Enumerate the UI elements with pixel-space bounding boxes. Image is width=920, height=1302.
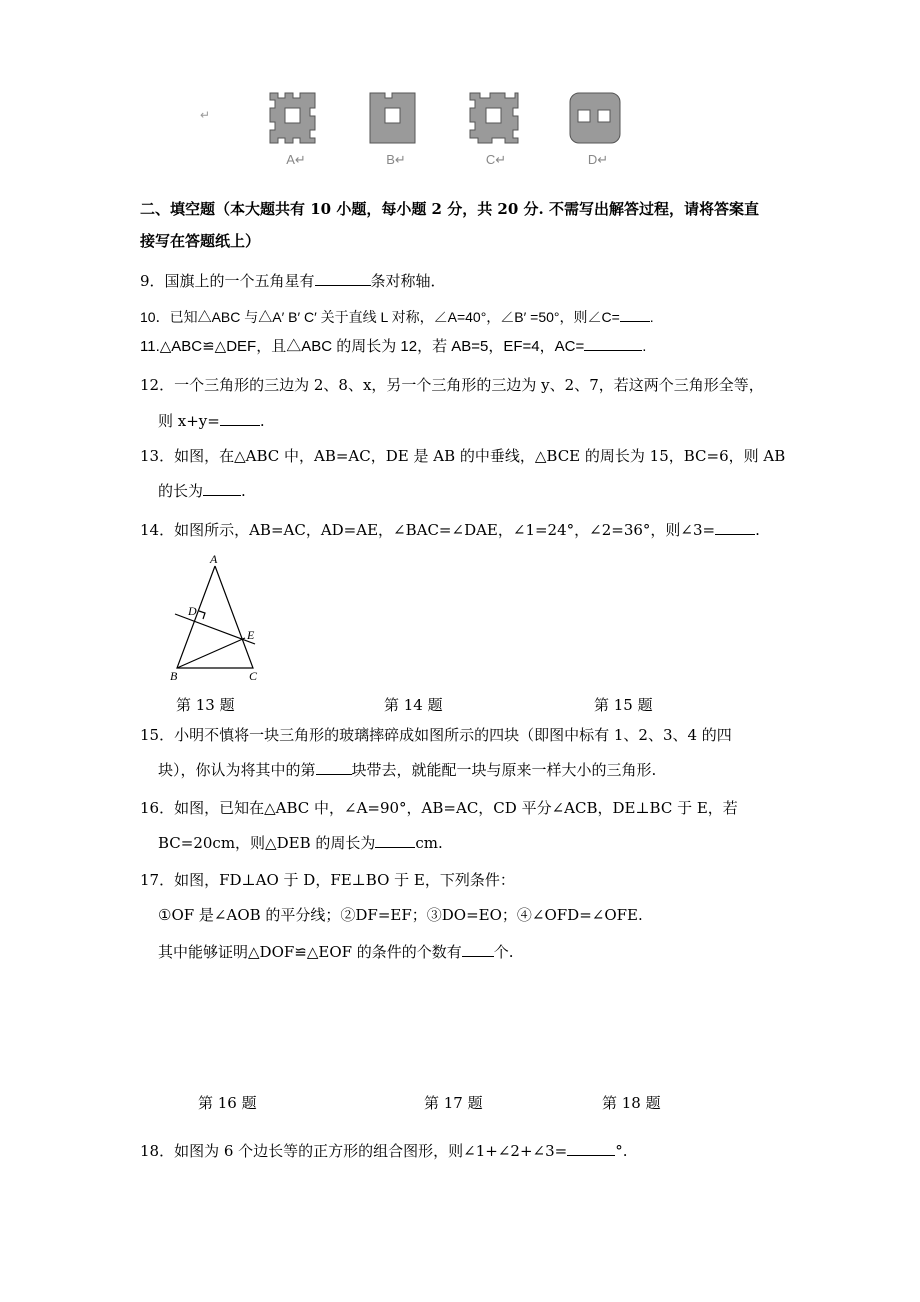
q18-text: 18．如图为 6 个边长等的正方形的组合图形，则∠1+∠2+∠3= <box>140 1142 568 1160</box>
label-c: C <box>249 669 258 682</box>
right-angle-mark <box>199 611 205 619</box>
question-16-line1: 16．如图，已知在△ABC 中，∠A=90°，AB=AC，CD 平分∠ACB，DE⊥BC 于 E，若 <box>140 799 738 817</box>
q14-text: 14．如图所示，AB=AC，AD=AE，∠BAC=∠DAE，∠1=24°，∠2=36°，则∠3= <box>140 521 716 539</box>
label-a: A <box>210 552 218 566</box>
section-header-line1: 二、填空题（本大题共有 10 小题，每小题 2 分，共 20 分. 不需写出解答过程，请将答案直 <box>140 200 759 218</box>
q13-blank[interactable] <box>203 481 241 496</box>
figure-13-triangle <box>165 552 265 682</box>
q14-blank[interactable] <box>715 520 755 535</box>
q10-blank[interactable] <box>620 307 650 322</box>
option-label-b: B↵ <box>386 152 406 167</box>
q12-text: 则 x+y= <box>158 412 220 430</box>
q17-blank[interactable] <box>462 942 494 957</box>
question-18 <box>140 1141 628 1161</box>
q9-text-end: 条对称轴． <box>370 272 446 290</box>
option-d-shape <box>570 93 620 143</box>
q14-text-end: . <box>755 521 760 539</box>
caption-fig-16: 第 16 题 <box>198 1094 257 1112</box>
segment-be <box>177 638 245 668</box>
question-12-line1: 12．一个三角形的三边为 2、8、x，另一个三角形的三边为 y、2、7，若这两个三角形全等， <box>140 376 764 394</box>
option-label-c: C↵ <box>485 152 507 167</box>
option-a-shape <box>270 93 315 143</box>
q16-text: BC=20cm，则△DEB 的周长为 <box>158 834 376 852</box>
q13-text: 的长为 <box>158 482 204 500</box>
q9-blank[interactable] <box>315 271 371 286</box>
question-17-line3 <box>158 942 514 962</box>
question-17-line2: ①OF 是∠AOB 的平分线；②DF=EF；③DO=EO；④∠OFD=∠OFE. <box>158 906 643 924</box>
q11-blank[interactable] <box>584 336 642 351</box>
caption-fig-18: 第 18 题 <box>602 1094 661 1112</box>
q15-text: 块），你认为将其中的第 <box>158 761 316 779</box>
q16-blank[interactable] <box>375 833 415 848</box>
caption-fig-14: 第 14 题 <box>384 696 443 714</box>
question-15-line2 <box>158 760 656 780</box>
option-shapes <box>260 88 640 148</box>
caption-fig-17: 第 17 题 <box>424 1094 483 1112</box>
q18-text-end: °. <box>615 1142 628 1160</box>
option-label-a: A↵ <box>286 152 306 167</box>
option-b-shape <box>370 93 415 143</box>
q13-text-end: . <box>241 482 246 500</box>
q10-text: 10．已知△ABC 与△A′ B′ C′ 关于直线 L 对称，∠A=40°，∠B′ =50°，则∠C= <box>140 309 620 325</box>
question-13-line1: 13．如图，在△ABC 中，AB=AC，DE 是 AB 的中垂线，△BCE 的周长为 15，BC=6，则 AB <box>140 447 786 465</box>
question-16-line2 <box>158 833 443 853</box>
q10-text-end: . <box>649 309 654 325</box>
caption-fig-13: 第 13 题 <box>176 696 235 714</box>
question-13-line2 <box>158 481 246 501</box>
section-header-line2: 接写在答题纸上） <box>140 232 261 250</box>
q11-text-end: . <box>642 338 647 355</box>
question-10 <box>140 307 654 327</box>
option-label-d: D↵ <box>587 152 609 167</box>
q12-text-end: . <box>259 412 265 430</box>
q16-text-end: cm. <box>415 834 443 852</box>
return-mark: ↵ <box>200 108 211 122</box>
q12-blank[interactable] <box>220 411 260 426</box>
question-11 <box>140 336 646 357</box>
q15-text-end: 块带去，就能配一块与原来一样大小的三角形. <box>351 761 657 779</box>
q17-text: 其中能够证明△DOF≌△EOF 的条件的个数有 <box>158 943 462 961</box>
label-e: E <box>247 628 255 642</box>
label-d: D <box>188 604 197 618</box>
question-12-line2 <box>158 411 265 431</box>
question-9 <box>140 271 446 291</box>
question-17-line1: 17．如图，FD⊥AO 于 D，FE⊥BO 于 E，下列条件： <box>140 871 515 889</box>
q17-text-end: 个. <box>493 943 514 961</box>
question-15-line1: 15．小明不慎将一块三角形的玻璃摔碎成如图所示的四块（即图中标有 1、2、3、4 的四 <box>140 726 732 744</box>
q9-text: 9．国旗上的一个五角星有 <box>140 272 315 290</box>
label-b: B <box>170 669 178 682</box>
q18-blank[interactable] <box>567 1141 615 1156</box>
option-c-shape <box>470 93 518 143</box>
q15-blank[interactable] <box>316 760 352 775</box>
question-14 <box>140 520 760 540</box>
q11-text: 11.△ABC≌△DEF，且△ABC 的周长为 12，若 AB=5，EF=4，AC= <box>140 338 585 355</box>
caption-fig-15: 第 15 题 <box>594 696 653 714</box>
